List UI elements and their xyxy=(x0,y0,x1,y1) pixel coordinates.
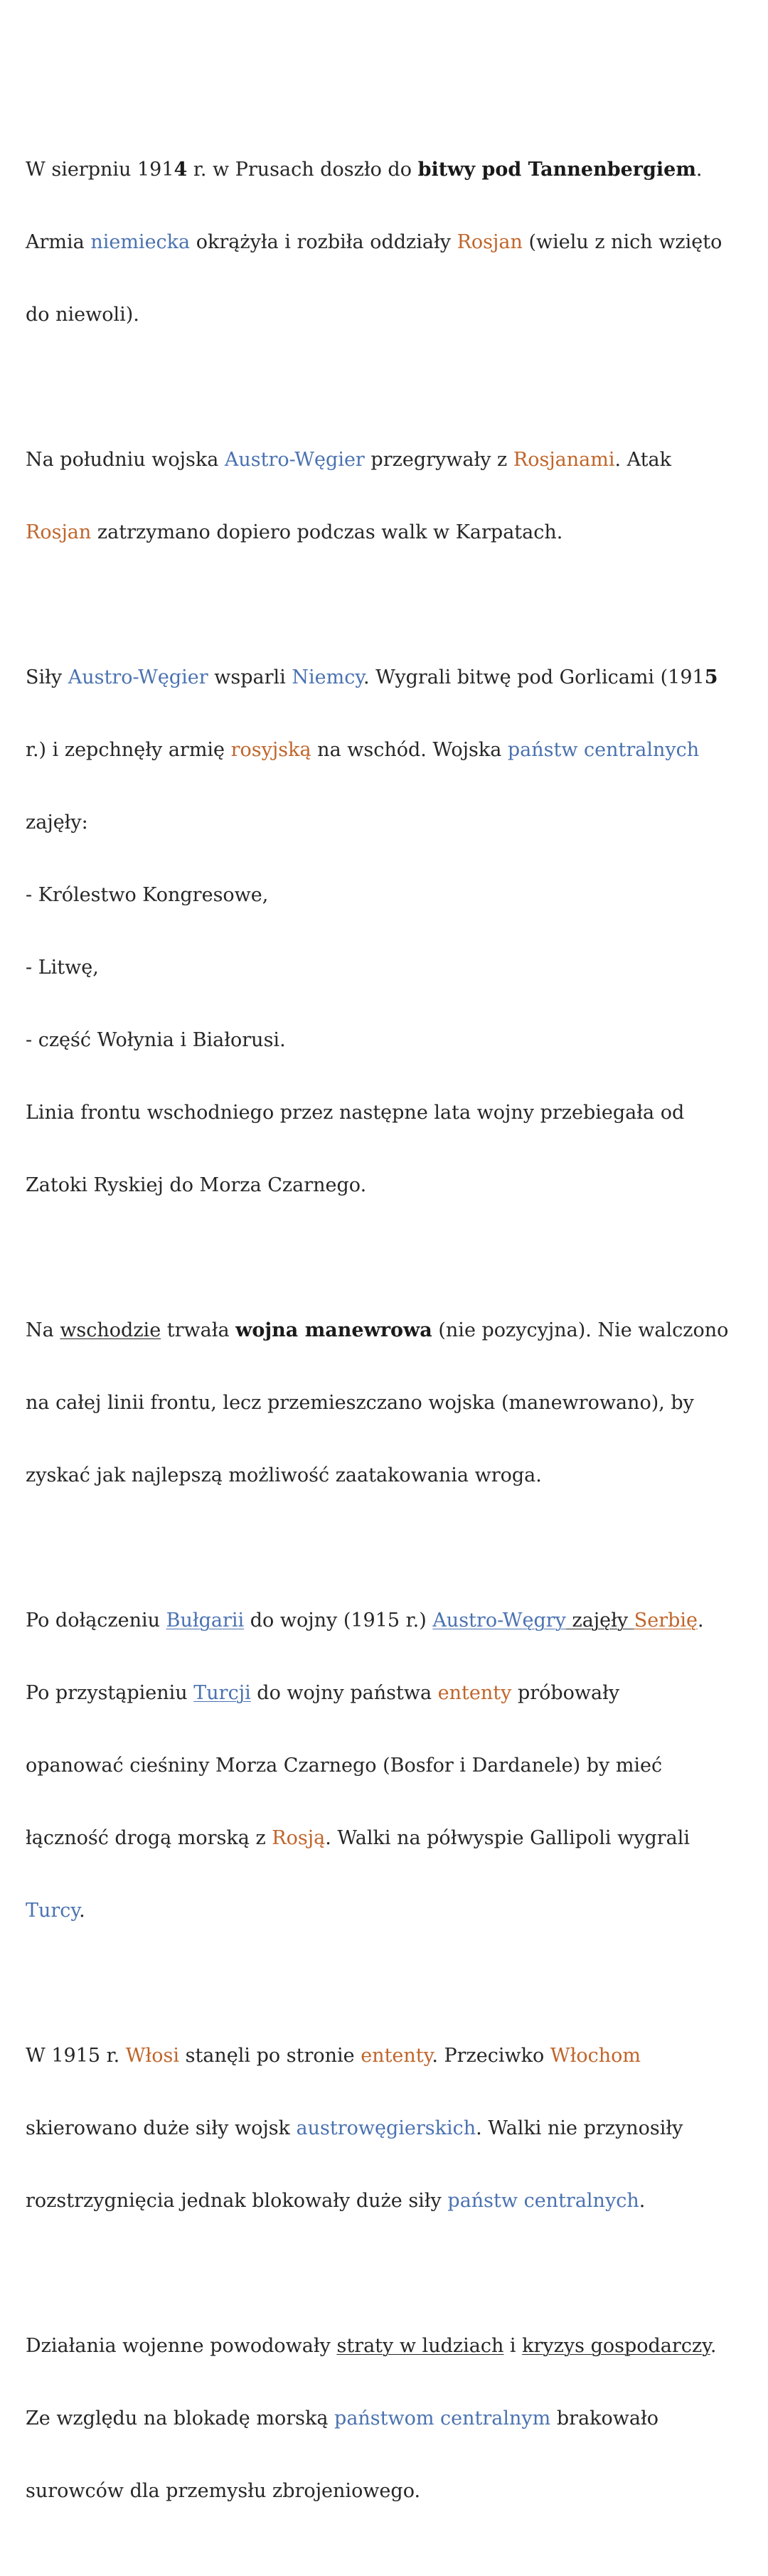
text-line: rozstrzygnięcia jednak blokowały duże siły państw centralnych. xyxy=(26,2190,646,2212)
underlined-term: wschodzie xyxy=(60,1319,161,1341)
highlight-orange: Serbię xyxy=(634,1609,698,1632)
highlight-orange: Rosjan xyxy=(457,231,523,253)
highlight-blue: Turcji xyxy=(193,1682,251,1704)
text-line: zajęły: xyxy=(26,811,88,834)
underlined-term: straty w ludziach xyxy=(336,2335,504,2357)
text-line: Ze względu na blokadę morską państwom centralnym brakowało xyxy=(26,2407,659,2429)
highlight-blue: państw centralnych xyxy=(507,739,700,761)
highlight-orange: Rosjan xyxy=(26,521,92,543)
bold-term: bitwy pod Tannenbergiem xyxy=(417,159,696,181)
text-line: surowców dla przemysłu zbrojeniowego. xyxy=(26,2480,421,2502)
text-line: Zatoki Ryskiej do Morza Czarnego. xyxy=(26,1174,367,1196)
text-line: łączność drogą morską z Rosją. Walki na półwyspie Gallipoli wygrali xyxy=(26,1827,690,1849)
highlight-orange: Rosją xyxy=(272,1827,326,1849)
text-line: zyskać jak najlepszą możliwość zaatakowania wroga. xyxy=(26,1464,542,1486)
document-body xyxy=(26,110,751,2576)
text-line: W 1915 r. Włosi stanęli po stronie ententy. Przeciwko Włochom xyxy=(26,2045,641,2067)
text-line: Na południu wojska Austro-Węgier przegrywały z Rosjanami. Atak xyxy=(26,449,672,471)
text-line: W sierpniu 1914 r. w Prusach doszło do bitwy pod Tannenbergiem. xyxy=(26,159,703,181)
paragraph-maneuver-war xyxy=(26,1270,751,1536)
highlight-orange: ententy xyxy=(361,2045,432,2067)
highlight-orange: Włochom xyxy=(550,2045,641,2067)
text-line: Po przystąpieniu Turcji do wojny państwa ententy próbowały xyxy=(26,1682,620,1704)
text-line: skierowano duże siły wojsk austrowęgierskich. Walki nie przynosiły xyxy=(26,2117,683,2139)
text-line: Po dołączeniu Bułgarii do wojny (1915 r.) Austro-Węgry zajęły Serbię. xyxy=(26,1609,704,1632)
highlight-blue: niemiecka xyxy=(90,231,191,253)
list-item: - Litwę, xyxy=(26,957,99,979)
paragraph-consequences xyxy=(26,2286,751,2552)
paragraph-balkans xyxy=(26,1560,751,1971)
text-line: do niewoli). xyxy=(26,304,139,326)
list-item: - Królestwo Kongresowe, xyxy=(26,884,269,906)
highlight-blue: Turcy xyxy=(26,1900,80,1922)
highlight-blue: Bułgarii xyxy=(166,1609,245,1632)
bold-term: wojna manewrowa xyxy=(235,1319,432,1341)
highlight-orange: Rosjanami xyxy=(513,449,615,471)
highlight-orange: Włosi xyxy=(125,2045,180,2067)
paragraph-tannenberg xyxy=(26,110,751,376)
paragraph-gorlice xyxy=(26,617,751,1246)
highlight-blue: Austro-Węgier xyxy=(224,449,365,471)
highlight-blue: Niemcy xyxy=(292,666,364,688)
highlight-orange: rosyjską xyxy=(230,739,311,761)
underlined-term: kryzys gospodarczy xyxy=(522,2335,710,2357)
highlight-blue: Austro-Węgier xyxy=(68,666,208,688)
highlight-blue: państwom centralnym xyxy=(334,2407,551,2429)
text-line: r.) i zepchnęły armię rosyjską na wschód. Wojska państw centralnych xyxy=(26,739,700,761)
text-line: Armia niemiecka okrążyła i rozbiła oddziały Rosjan (wielu z nich wzięto xyxy=(26,231,722,253)
highlight-orange: ententy xyxy=(437,1682,512,1704)
paragraph-italy xyxy=(26,1996,751,2262)
highlight-blue: państw centralnych xyxy=(447,2190,639,2212)
text-line: Na wschodzie trwała wojna manewrowa (nie pozycyjna). Nie walczono xyxy=(26,1319,729,1341)
text-line: opanować cieśniny Morza Czarnego (Bosfor i Dardanele) by mieć xyxy=(26,1755,663,1777)
highlight-blue: Austro-Węgry xyxy=(432,1609,566,1632)
underlined-term: zajęły xyxy=(565,1609,634,1632)
text-line: na całej linii frontu, lecz przemieszczano wojska (manewrowano), by xyxy=(26,1392,694,1414)
text-line: Działania wojenne powodowały straty w ludziach i kryzys gospodarczy. xyxy=(26,2335,717,2357)
list-item: - część Wołynia i Białorusi. xyxy=(26,1029,286,1051)
highlight-blue: austrowęgierskich xyxy=(296,2117,476,2139)
paragraph-south xyxy=(26,400,751,593)
text-line: Turcy. xyxy=(26,1900,85,1922)
text-line: Rosjan zatrzymano dopiero podczas walk w Karpatach. xyxy=(26,521,563,543)
text-line: Linia frontu wschodniego przez następne lata wojny przebiegała od xyxy=(26,1102,685,1124)
text-line: Siły Austro-Węgier wsparli Niemcy. Wygrali bitwę pod Gorlicami (1915 xyxy=(26,666,718,688)
